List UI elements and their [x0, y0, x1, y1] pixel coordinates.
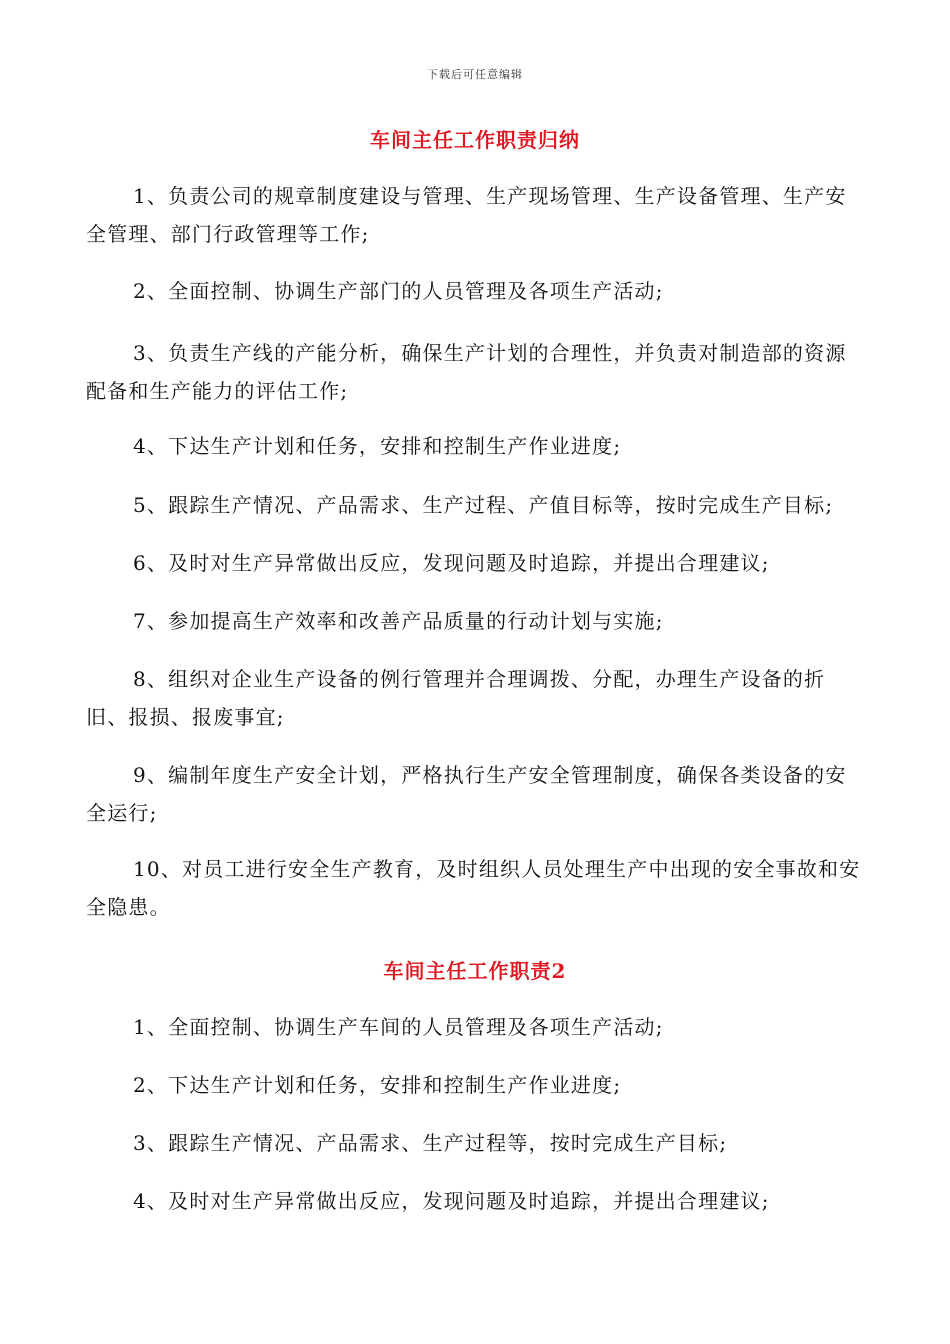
duty2-item-1: 1、全面控制、协调生产车间的人员管理及各项生产活动; — [133, 1015, 664, 1039]
duty-item-4: 4、下达生产计划和任务，安排和控制生产作业进度; — [133, 434, 622, 458]
duty-item-9: 9、编制年度生产安全计划，严格执行生产安全管理制度，确保各类设备的安全运行; — [86, 763, 847, 825]
duty-item-5: 5、跟踪生产情况、产品需求、生产过程、产值目标等，按时完成生产目标; — [133, 493, 834, 517]
duty-item-8: 8、组织对企业生产设备的例行管理并合理调拨、分配，办理生产设备的折旧、报损、报废事宜; — [86, 667, 826, 729]
duty2-item-4: 4、及时对生产异常做出反应，发现问题及时追踪，并提出合理建议; — [133, 1189, 770, 1213]
duty2-item-3: 3、跟踪生产情况、产品需求、生产过程等，按时完成生产目标; — [133, 1131, 728, 1155]
section-title-1: 车间主任工作职责归纳 — [370, 128, 580, 152]
duty-item-6: 6、及时对生产异常做出反应，发现问题及时追踪，并提出合理建议; — [133, 551, 770, 575]
duty-item-7: 7、参加提高生产效率和改善产品质量的行动计划与实施; — [133, 609, 664, 633]
duty-item-3: 3、负责生产线的产能分析，确保生产计划的合理性，并负责对制造部的资源配备和生产能力的评估工作; — [86, 341, 847, 403]
duty-item-1: 1、负责公司的规章制度建设与管理、生产现场管理、生产设备管理、生产安全管理、部门行政管理等工作; — [86, 184, 847, 246]
duty2-item-2: 2、下达生产计划和任务，安排和控制生产作业进度; — [133, 1073, 622, 1097]
duty-item-2: 2、全面控制、协调生产部门的人员管理及各项生产活动; — [133, 279, 664, 303]
duty-item-10: 10、对员工进行安全生产教育，及时组织人员处理生产中出现的安全事故和安全隐患。 — [86, 857, 861, 919]
header-note: 下载后可任意编辑 — [427, 68, 523, 81]
section-title-2: 车间主任工作职责2 — [383, 959, 567, 983]
